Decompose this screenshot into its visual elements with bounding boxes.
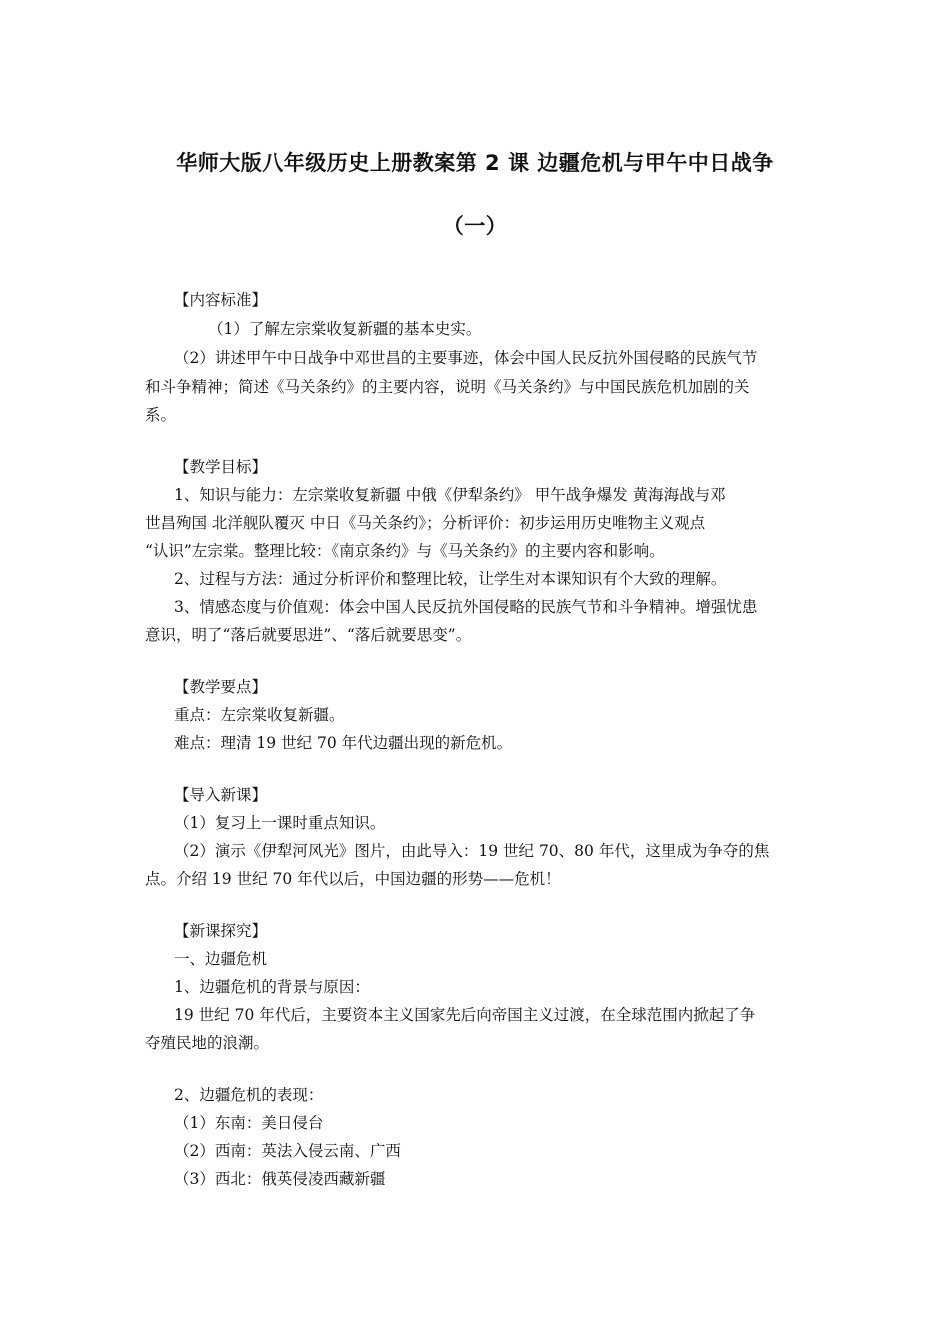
standard-item-1: （1）了解左宗棠收复新疆的基本史实。 xyxy=(208,320,482,338)
goal-1-line-3: “认识”左宗棠。整理比较：《南京条约》与《马关条约》的主要内容和影响。 xyxy=(145,542,665,560)
intro-step-2-line-1: （2）演示《伊犁河风光》图片，由此导入：19 世纪 70、80 年代，这里成为争夺的焦 xyxy=(174,842,770,860)
key-point-focus: 重点：左宗棠收复新疆。 xyxy=(174,706,345,724)
section-heading-introduction: 【导入新课】 xyxy=(174,786,268,804)
subsection-2-title: 2、边疆危机的表现： xyxy=(174,1086,324,1104)
goal-1-line-2: 世昌殉国 北洋舰队覆灭 中日《马关条约》；分析评价：初步运用历史唯物主义观点 xyxy=(145,514,706,532)
subsection-2-item-2: （2）西南：英法入侵云南、广西 xyxy=(174,1142,401,1160)
goal-3-line-2: 意识，明了“落后就要思进”、“落后就要思变”。 xyxy=(145,626,472,644)
document-title: 华师大版八年级历史上册教案第 2 课 边疆危机与甲午中日战争 xyxy=(176,151,774,175)
section-heading-content-standard: 【内容标准】 xyxy=(174,291,268,309)
subsection-1-title: 1、边疆危机的背景与原因： xyxy=(174,978,370,996)
subsection-1-para-line-2: 夺殖民地的浪潮。 xyxy=(145,1034,270,1052)
part-1-title: 一、边疆危机 xyxy=(174,950,268,968)
goal-2: 2、过程与方法：通过分析评价和整理比较，让学生对本课知识有个大致的理解。 xyxy=(174,570,727,588)
section-heading-teaching-goals: 【教学目标】 xyxy=(174,458,268,476)
intro-step-2-line-2: 点。介绍 19 世纪 70 年代以后，中国边疆的形势——危机！ xyxy=(145,870,561,888)
intro-step-1: （1）复习上一课时重点知识。 xyxy=(174,814,386,832)
section-heading-key-points: 【教学要点】 xyxy=(174,678,268,696)
section-heading-new-lesson: 【新课探究】 xyxy=(174,922,268,940)
standard-item-2-line-2: 和斗争精神；简述《马关条约》的主要内容，说明《马关条约》与中国民族危机加剧的关 xyxy=(145,378,750,396)
goal-1-line-1: 1、知识与能力：左宗棠收复新疆 中俄《伊犁条约》 甲午战争爆发 黄海海战与邓 xyxy=(174,486,726,504)
subsection-1-para-line-1: 19 世纪 70 年代后，主要资本主义国家先后向帝国主义过渡，在全球范围内掀起了争 xyxy=(174,1006,756,1024)
key-point-difficulty: 难点：理清 19 世纪 70 年代边疆出现的新危机。 xyxy=(174,734,513,752)
subsection-2-item-3: （3）西北：俄英侵凌西藏新疆 xyxy=(174,1170,386,1188)
standard-item-2-line-1: （2）讲述甲午中日战争中邓世昌的主要事迹，体会中国人民反抗外国侵略的民族气节 xyxy=(174,349,758,367)
document-title-subtitle: （一） xyxy=(442,214,508,238)
subsection-2-item-1: （1）东南：美日侵台 xyxy=(174,1114,324,1132)
goal-3-line-1: 3、情感态度与价值观：体会中国人民反抗外国侵略的民族气节和斗争精神。增强忧患 xyxy=(174,598,758,616)
standard-item-2-line-3: 系。 xyxy=(145,406,177,424)
